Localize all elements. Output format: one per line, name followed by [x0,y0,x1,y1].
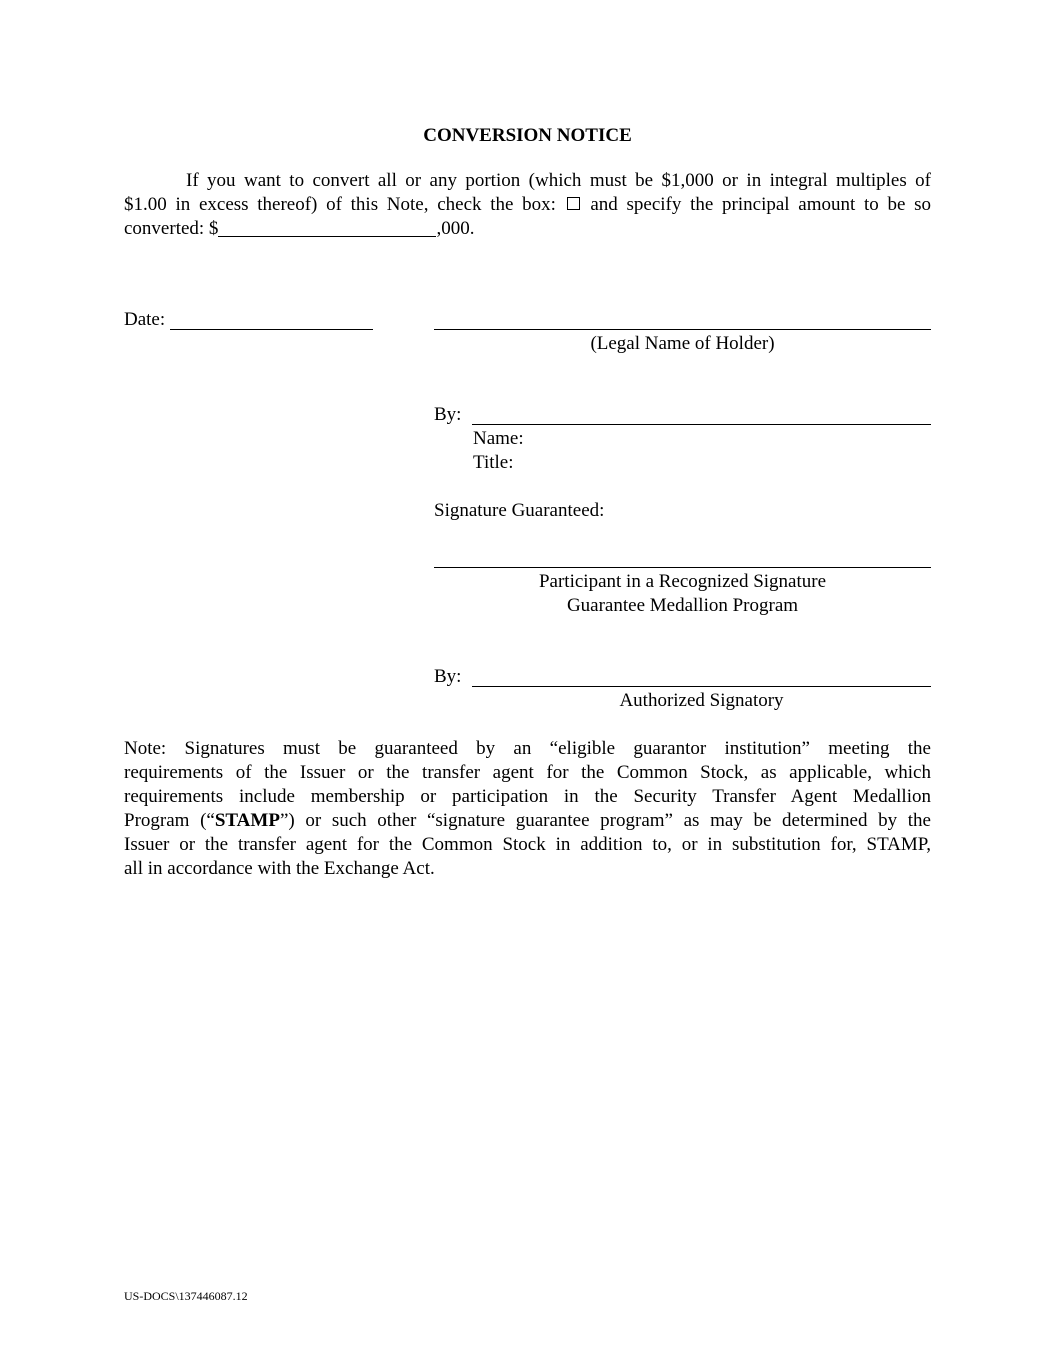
note-line-1: Note: Signatures must be guaranteed by an “eligible guarantor institution” meeting the [124,738,931,759]
holder-signature-blank[interactable] [472,424,931,425]
authorized-signature-blank[interactable] [472,686,931,687]
intro-line-1: If you want to convert all or any portion (which must be $1,000 or in integral multiples of [186,170,931,191]
authorized-signatory-label: Authorized Signatory [619,690,784,711]
intro-line-2-start: $1.00 in excess thereof) of this Note, check the box: [124,194,556,215]
note-line-4-start: Program (“ [124,810,215,831]
converted-prefix: converted: $ [124,218,219,239]
by-label-1: By: [434,404,462,425]
conversion-instructions [124,169,931,241]
name-label: Name: [473,428,524,449]
participant-line-2: Guarantee Medallion Program [566,595,799,616]
holder-name-blank[interactable] [434,329,931,330]
stamp-term: STAMP [214,810,280,831]
note-line-2: requirements of the Issuer or the transfer agent for the Common Stock, as applicable, which [124,762,931,783]
document-id-footer: US-DOCS\137446087.12 [124,1289,248,1303]
by-label-2: By: [434,666,462,687]
signature-guaranteed-label: Signature Guaranteed: [434,500,605,521]
signature-note [124,737,931,881]
document-title: CONVERSION NOTICE [423,125,632,146]
intro-line-2 [124,193,931,217]
converted-suffix: ,000. [436,218,475,239]
convert-checkbox[interactable] [567,197,580,210]
date-label: Date: [124,309,166,330]
note-line-4-end: ”) or such other “signature guarantee program” as may be determined by the [279,810,931,831]
note-line-6: all in accordance with the Exchange Act. [124,858,435,879]
note-line-5: Issuer or the transfer agent for the Common Stock in addition to, or in substitution for, STAMP, [124,834,931,855]
holder-label: (Legal Name of Holder) [590,333,775,354]
participant-line-1: Participant in a Recognized Signature [538,571,827,592]
guarantor-blank[interactable] [434,567,931,568]
title-label: Title: [473,452,514,473]
note-line-3: requirements include membership or participation in the Security Transfer Agent Medallion [124,786,931,807]
note-line-4 [124,809,931,833]
intro-line-3 [124,217,931,241]
intro-line-2-end: and specify the principal amount to be so [590,194,932,215]
principal-amount-blank[interactable] [218,218,436,237]
date-blank[interactable] [170,329,373,330]
